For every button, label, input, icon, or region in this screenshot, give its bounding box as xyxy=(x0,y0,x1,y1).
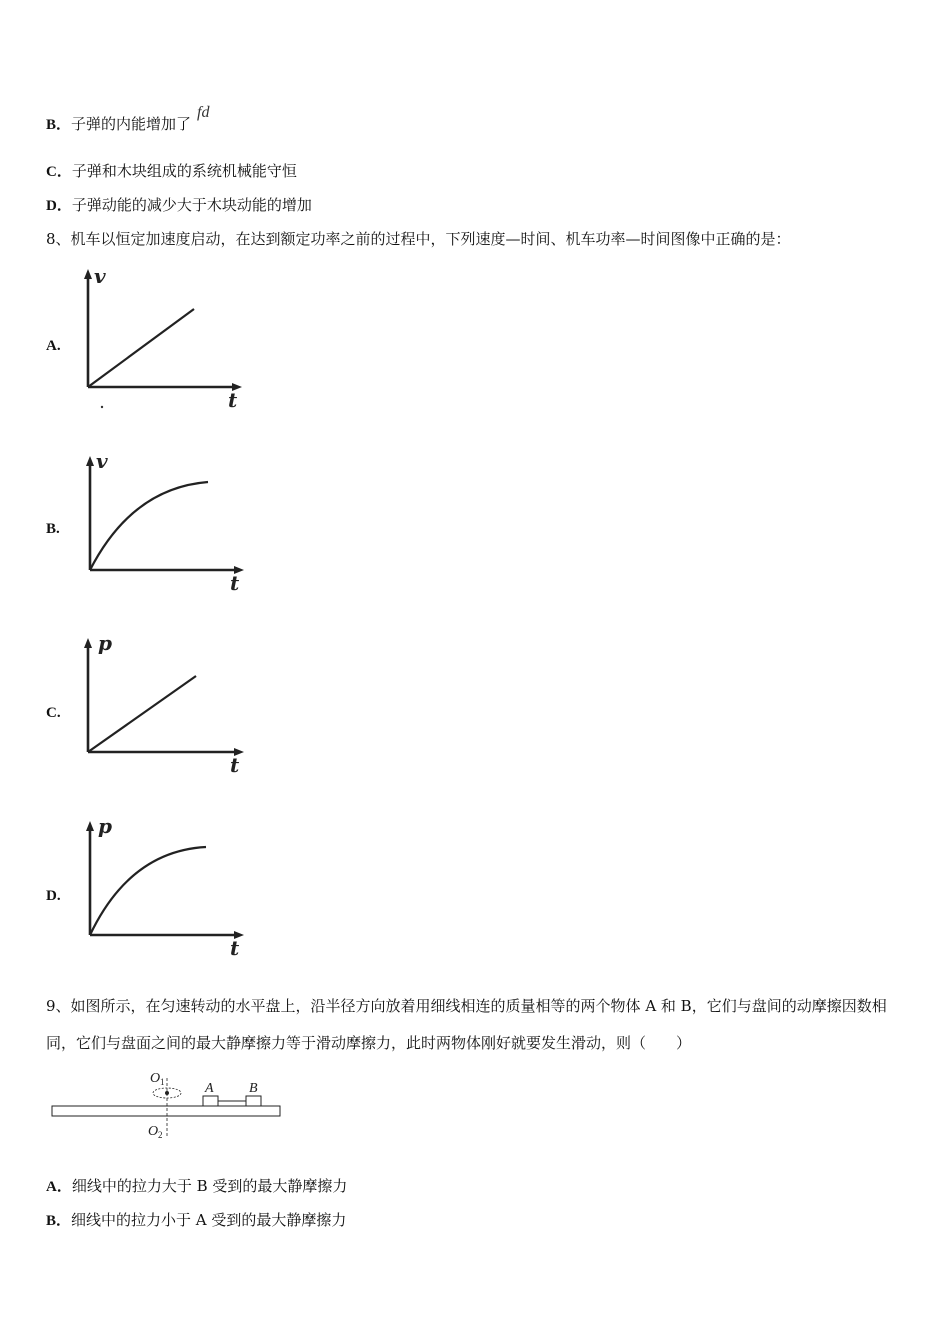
option-label: A． xyxy=(46,1179,72,1195)
y-axis-label: p xyxy=(98,631,112,655)
label-a: A xyxy=(205,1081,214,1096)
label-o2-sub: 2 xyxy=(158,1130,163,1140)
graph-line xyxy=(88,676,196,752)
y-axis-label: p xyxy=(98,814,112,838)
option-label: B． xyxy=(46,117,72,133)
q7-option-b xyxy=(46,104,210,135)
block-b xyxy=(246,1096,261,1106)
q8-graph-b xyxy=(72,450,262,595)
center-dot xyxy=(165,1091,169,1095)
q9-option-a xyxy=(46,1176,347,1197)
q8-graph-d xyxy=(72,815,262,960)
graph-curve xyxy=(90,482,208,570)
label-o1-sub: 1 xyxy=(160,1077,165,1087)
q7-option-c xyxy=(46,161,297,182)
label-b: B xyxy=(249,1081,258,1096)
q8-graph-c xyxy=(70,632,260,777)
q8-option-d-label: D. xyxy=(46,888,61,904)
option-label: C． xyxy=(46,164,72,180)
option-text: 子弹和木块组成的系统机械能守恒 xyxy=(71,162,297,180)
label-o1: O xyxy=(150,1071,161,1086)
q7-option-d xyxy=(46,195,312,216)
option-text: 子弹的内能增加了 xyxy=(71,115,192,133)
x-axis-label: t xyxy=(230,753,240,777)
option-text: 细线中的拉力大于 B 受到的最大静摩擦力 xyxy=(71,1177,348,1195)
x-axis-label: t xyxy=(230,936,240,960)
graph-line xyxy=(88,309,194,387)
y-arrow-icon xyxy=(84,638,92,648)
x-axis-label: t xyxy=(228,388,238,412)
q8-option-b-label: B. xyxy=(46,521,60,537)
formula: fd xyxy=(197,104,210,121)
y-arrow-icon xyxy=(86,821,94,831)
y-axis-label: v xyxy=(96,449,108,473)
y-axis-label: v xyxy=(94,264,106,288)
y-arrow-icon xyxy=(86,456,94,466)
option-text: 子弹动能的减少大于木块动能的增加 xyxy=(71,196,312,214)
y-arrow-icon xyxy=(84,269,92,279)
option-text: 细线中的拉力小于 A 受到的最大静摩擦力 xyxy=(71,1211,347,1229)
q8-graph-a xyxy=(70,265,260,415)
block-a xyxy=(203,1096,218,1106)
x-axis-label: t xyxy=(230,571,240,595)
graph-curve xyxy=(90,847,206,935)
q9-figure-turntable xyxy=(50,1068,290,1146)
q9-option-b xyxy=(46,1210,346,1231)
option-label: B． xyxy=(46,1213,72,1229)
speck xyxy=(101,406,103,408)
q8-option-c-label: C. xyxy=(46,705,61,721)
turntable-disk xyxy=(52,1106,280,1116)
q8-stem: 8、机车以恒定加速度启动，在达到额定功率之前的过程中，下列速度—时间、机车功率—时间图像中正确的是： xyxy=(46,230,791,248)
label-o2: O xyxy=(148,1124,159,1139)
q9-stem: 9、如图所示，在匀速转动的水平盘上，沿半径方向放着用细线相连的质量相等的两个物体 A 和 B，它们与盘间的动摩擦因数相同，它们与盘面之间的最大静摩擦力等于滑动摩擦力，此时两物体刚好就要发生滑动，则（ ） xyxy=(46,997,887,1052)
q8-option-a-label: A. xyxy=(46,338,61,354)
option-label: D． xyxy=(46,198,72,214)
